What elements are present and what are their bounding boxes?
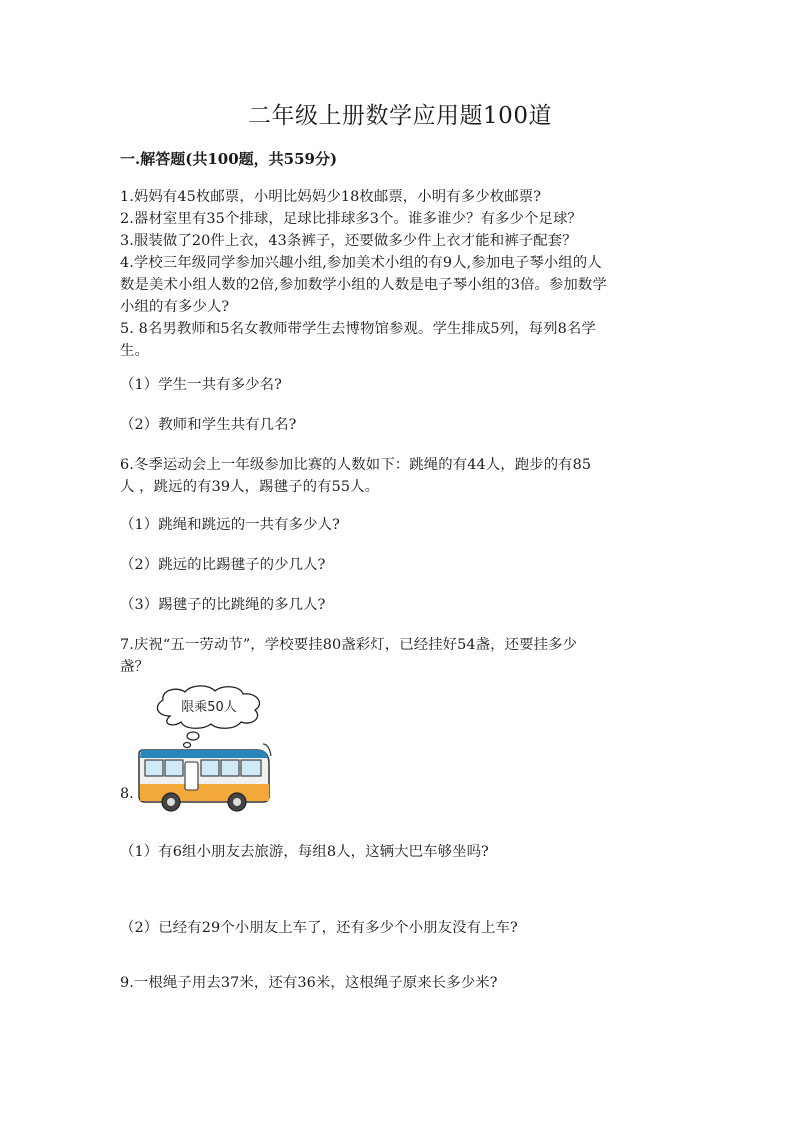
question-7-line-2: 盏？ (120, 659, 149, 675)
question-4-line-3: 小组的有多少人? (120, 299, 230, 315)
question-4-line-2: 数是美术小组人数的2倍,参加数学小组的人数是电子琴小组的3倍。参加数学 (120, 277, 607, 293)
page-title: 二年级上册数学应用题100道 (248, 103, 552, 129)
question-6-sub-3: （3）踢毽子的比跳绳的多几人? (120, 597, 326, 613)
question-8-number: 8. (120, 786, 134, 802)
question-5-sub-2: （2）教师和学生共有几名? (120, 417, 297, 433)
question-5-line-1: 5. 8名男教师和5名女教师带学生去博物馆参观。学生排成5列，每列8名学 (120, 321, 596, 337)
bubble-text: 限乘50人 (181, 700, 237, 715)
section-heading: 一.解答题(共100题，共559分) (120, 150, 338, 168)
bus-illustration (135, 684, 285, 814)
question-5-line-2: 生。 (120, 343, 149, 359)
question-5-sub-1: （1）学生一共有多少名? (120, 377, 282, 393)
question-2: 2.器材室里有35个排球，足球比排球多3个。谁多谁少？有多少个足球？ (120, 211, 582, 227)
question-6-sub-1: （1）跳绳和跳远的一共有多少人? (120, 517, 340, 533)
question-3: 3.服装做了20件上衣，43条裤子，还要做多少件上衣才能和裤子配套？ (120, 233, 577, 249)
question-8-sub-1: （1）有6组小朋友去旅游，每组8人，这辆大巴车够坐吗? (120, 844, 489, 860)
question-4-line-1: 4.学校三年级同学参加兴趣小组,参加美术小组的有9人,参加电子琴小组的人 (120, 255, 602, 271)
question-8-sub-2: （2）已经有29个小朋友上车了，还有多少个小朋友没有上车? (120, 920, 518, 936)
question-9: 9.一根绳子用去37米，还有36米，这根绳子原来长多少米? (120, 975, 498, 991)
question-1: 1.妈妈有45枚邮票，小明比妈妈少18枚邮票，小明有多少枚邮票? (120, 189, 542, 205)
question-6-line-2: 人 ，跳远的有39人，踢毽子的有55人。 (120, 479, 380, 495)
question-6-line-1: 6.冬季运动会上一年级参加比赛的人数如下：跳绳的有44人，跑步的有85 (120, 457, 592, 473)
question-6-sub-2: （2）跳远的比踢毽子的少几人? (120, 557, 326, 573)
bus-icon (139, 744, 271, 811)
speech-bubble (157, 686, 259, 748)
question-7-line-1: 7.庆祝“五一劳动节”，学校要挂80盏彩灯，已经挂好54盏，还要挂多少 (120, 637, 578, 653)
